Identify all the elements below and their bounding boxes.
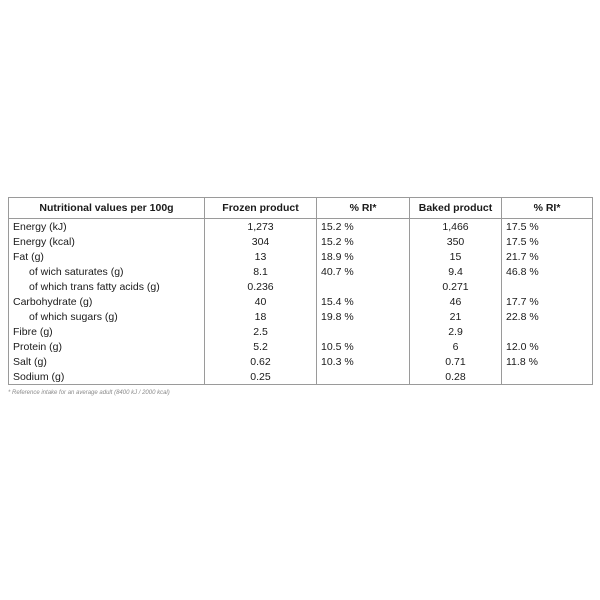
table-row [9, 279, 593, 294]
nutrient-label: Sodium (g) [9, 369, 205, 385]
baked-value: 0.28 [410, 369, 502, 385]
frozen-ri-value: 15.2 % [317, 219, 410, 235]
baked-ri-value [502, 369, 593, 385]
baked-ri-value: 17.5 % [502, 219, 593, 235]
nutrient-label: Fibre (g) [9, 324, 205, 339]
table-row [9, 234, 593, 249]
nutrient-label: Fat (g) [9, 249, 205, 264]
frozen-value: 18 [205, 309, 317, 324]
frozen-ri-value [317, 279, 410, 294]
frozen-ri-value: 15.2 % [317, 234, 410, 249]
frozen-ri-value [317, 369, 410, 385]
nutrient-label: of which trans fatty acids (g) [9, 279, 205, 294]
baked-ri-value: 21.7 % [502, 249, 593, 264]
nutrient-label: Carbohydrate (g) [9, 294, 205, 309]
baked-value: 6 [410, 339, 502, 354]
table-row [9, 249, 593, 264]
frozen-value: 2.5 [205, 324, 317, 339]
baked-ri-value [502, 324, 593, 339]
baked-value: 46 [410, 294, 502, 309]
header-frozen-product: Frozen product [205, 198, 317, 219]
table-row [9, 369, 593, 385]
frozen-ri-value: 18.9 % [317, 249, 410, 264]
table-body [9, 219, 593, 385]
footnote: * Reference intake for an average adult (8400 kJ / 2000 kcal) [8, 390, 170, 396]
table-row [9, 309, 593, 324]
baked-value: 1,466 [410, 219, 502, 235]
frozen-value: 5.2 [205, 339, 317, 354]
baked-ri-value: 46.8 % [502, 264, 593, 279]
nutrient-label: Energy (kJ) [9, 219, 205, 235]
header-baked-ri: % RI* [502, 198, 593, 219]
table-row [9, 324, 593, 339]
frozen-value: 304 [205, 234, 317, 249]
baked-ri-value: 11.8 % [502, 354, 593, 369]
table-row [9, 294, 593, 309]
header-nutritional-values: Nutritional values per 100g [9, 198, 205, 219]
baked-value: 15 [410, 249, 502, 264]
baked-ri-value: 17.5 % [502, 234, 593, 249]
frozen-value: 0.62 [205, 354, 317, 369]
header-baked-product: Baked product [410, 198, 502, 219]
table-row [9, 354, 593, 369]
frozen-ri-value: 19.8 % [317, 309, 410, 324]
header-frozen-ri: % RI* [317, 198, 410, 219]
frozen-ri-value: 15.4 % [317, 294, 410, 309]
nutrient-label: of which sugars (g) [9, 309, 205, 324]
frozen-ri-value: 10.5 % [317, 339, 410, 354]
baked-value: 2.9 [410, 324, 502, 339]
baked-ri-value: 22.8 % [502, 309, 593, 324]
table-row [9, 219, 593, 235]
baked-value: 0.71 [410, 354, 502, 369]
baked-ri-value: 17.7 % [502, 294, 593, 309]
frozen-ri-value: 40.7 % [317, 264, 410, 279]
table-row [9, 339, 593, 354]
baked-value: 21 [410, 309, 502, 324]
frozen-value: 0.25 [205, 369, 317, 385]
nutrition-table-container [8, 197, 592, 397]
frozen-value: 8.1 [205, 264, 317, 279]
frozen-ri-value: 10.3 % [317, 354, 410, 369]
frozen-value: 1,273 [205, 219, 317, 235]
frozen-ri-value [317, 324, 410, 339]
frozen-value: 0.236 [205, 279, 317, 294]
baked-value: 350 [410, 234, 502, 249]
frozen-value: 13 [205, 249, 317, 264]
baked-ri-value: 12.0 % [502, 339, 593, 354]
frozen-value: 40 [205, 294, 317, 309]
nutrient-label: of wich saturates (g) [9, 264, 205, 279]
nutrient-label: Protein (g) [9, 339, 205, 354]
baked-value: 9.4 [410, 264, 502, 279]
baked-value: 0.271 [410, 279, 502, 294]
table-header-row [9, 198, 593, 219]
nutrition-table [8, 197, 593, 385]
nutrient-label: Salt (g) [9, 354, 205, 369]
nutrient-label: Energy (kcal) [9, 234, 205, 249]
baked-ri-value [502, 279, 593, 294]
table-row [9, 264, 593, 279]
